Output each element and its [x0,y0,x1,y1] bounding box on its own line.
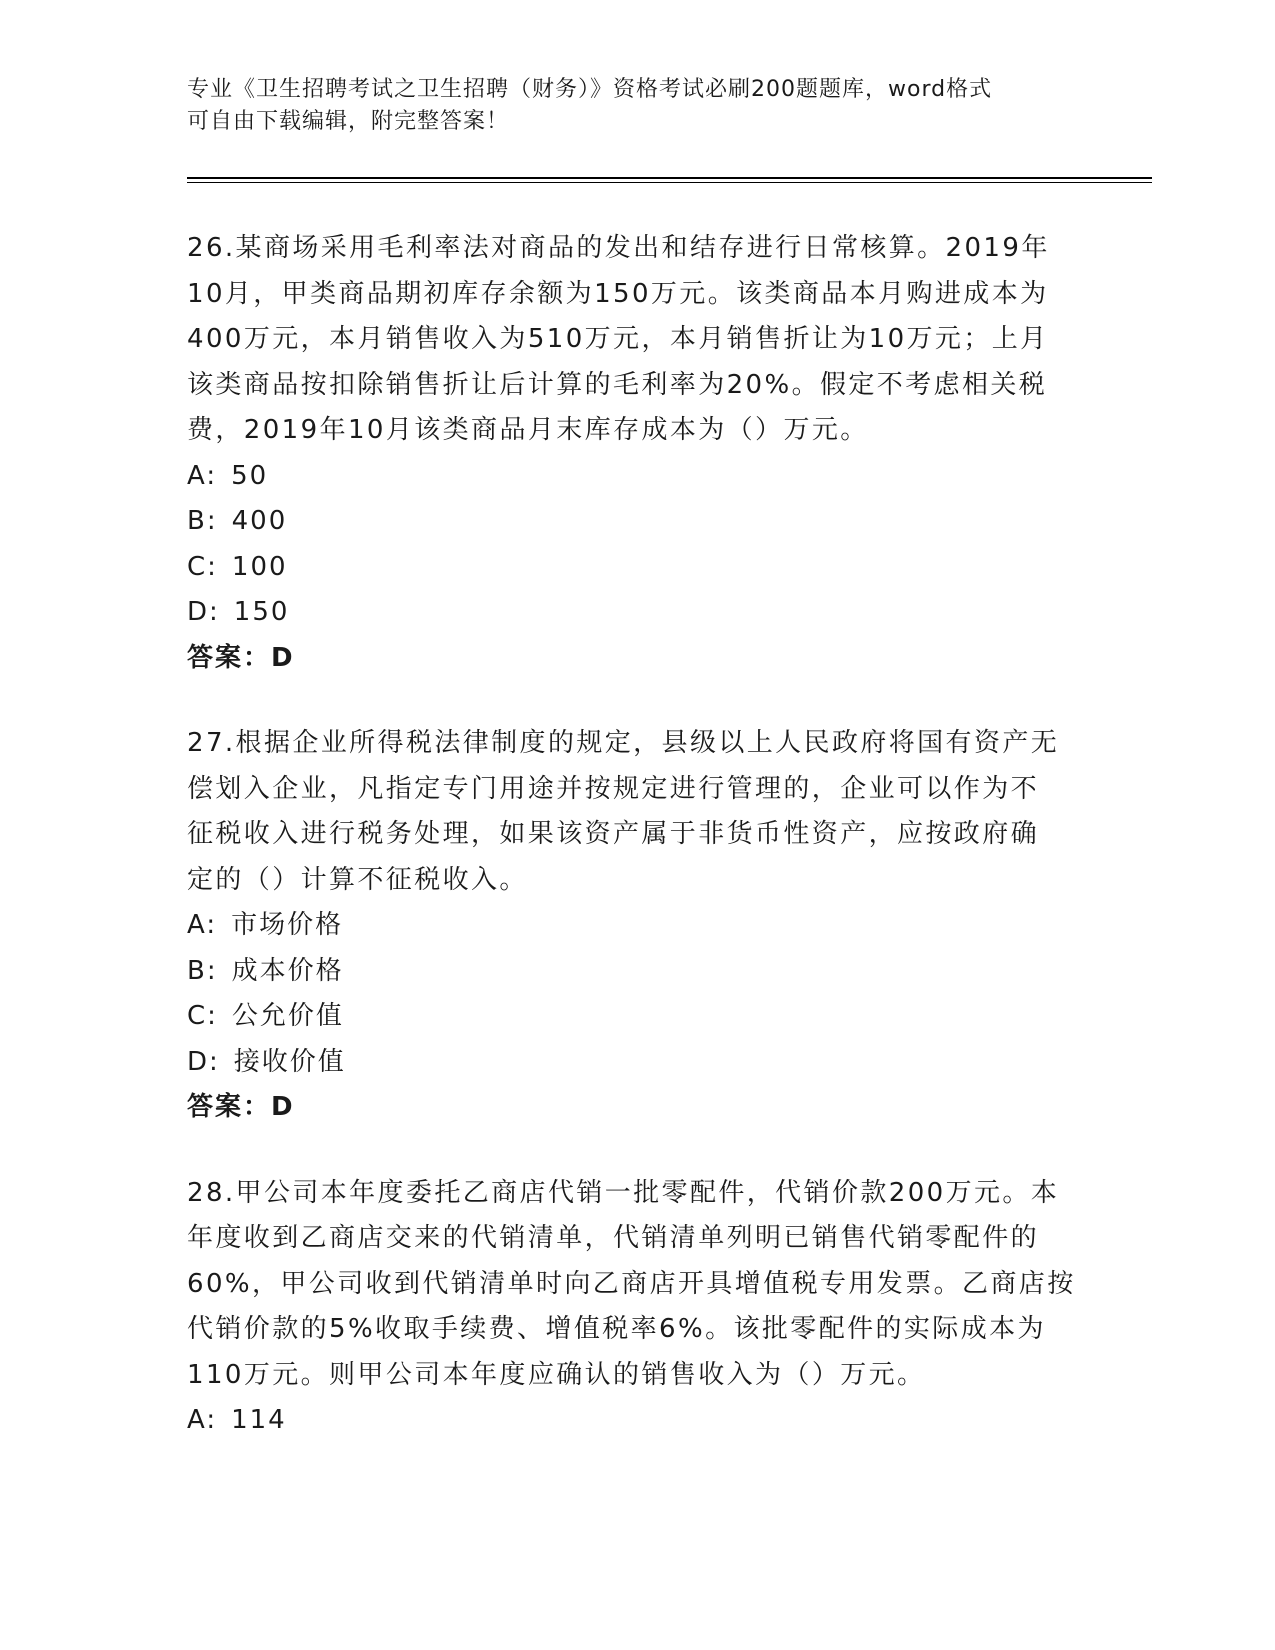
answer-label: 答案：D [187,642,295,673]
question-text-line: 400万元，本月销售收入为510万元，本月销售折让为10万元；上月 [187,324,1049,354]
option-text: 150 [233,597,290,627]
question-28 [187,1171,1087,1444]
option-key: D: [187,1046,220,1077]
option-text: 接收价值 [233,1046,346,1077]
header-divider-thin [187,182,1152,183]
question-text-line: 27.根据企业所得税法律制度的规定，县级以上人民政府将国有资产无 [187,728,1060,758]
question-text-line: 征税收入进行税务处理，如果该资产属于非货币性资产，应按政府确 [187,819,1040,849]
question-list [187,226,1087,1484]
header-divider-thick [187,177,1152,179]
question-text-line: 110万元。则甲公司本年度应确认的销售收入为（）万元。 [187,1359,926,1390]
question-text-line: 60%，甲公司收到代销清单时向乙商店开具增值税专用发票。乙商店按 [187,1268,1076,1299]
option-text: 市场价格 [231,910,344,940]
option-text: 114 [231,1405,287,1435]
option-key: B: [187,955,218,986]
option-key: A: [187,1405,218,1435]
option-a [187,454,1087,500]
option-a [187,903,1087,949]
question-26 [187,226,1087,681]
option-b [187,499,1087,545]
option-d [187,590,1087,636]
option-b [187,949,1087,995]
question-text-line: 10月，甲类商品期初库存余额为150万元。该类商品本月购进成本为 [187,278,1049,309]
question-text-line: 28.甲公司本年度委托乙商店代销一批零配件，代销价款200万元。本 [187,1177,1060,1208]
header-title-line-2: 可自由下载编辑，附完整答案！ [187,109,510,134]
option-key: C: [187,1001,218,1031]
option-c [187,545,1087,591]
answer-label: 答案：D [187,1092,295,1122]
option-key: C: [187,551,218,582]
question-text-line: 费，2019年10月该类商品月末库存成本为（）万元。 [187,415,869,445]
header-title-line-1: 专业《卫生招聘考试之卫生招聘（财务）》资格考试必刷200题题库，word格式 [187,77,993,102]
option-d [187,1040,1087,1086]
option-key: A: [187,460,218,491]
option-text: 公允价值 [231,1001,344,1031]
option-key: B: [187,506,218,536]
option-key: A: [187,910,218,940]
question-text-line: 定的（）计算不征税收入。 [187,864,528,895]
question-text-line: 偿划入企业，凡指定专门用途并按规定进行管理的，企业可以作为不 [187,773,1040,804]
option-text: 50 [231,460,269,491]
document-header [187,74,1067,138]
question-text-line: 代销价款的5%收取手续费、增值税率6%。该批零配件的实际成本为 [187,1314,1046,1344]
option-text: 100 [231,551,288,582]
option-c [187,994,1087,1040]
option-key: D: [187,597,220,627]
question-text-line: 该类商品按扣除销售折让后计算的毛利率为20%。假定不考虑相关税 [187,369,1048,400]
option-a [187,1398,1087,1444]
question-text-line: 26.某商场采用毛利率法对商品的发出和结存进行日常核算。2019年 [187,233,1050,263]
question-27 [187,721,1087,1131]
question-text-line: 年度收到乙商店交来的代销清单，代销清单列明已销售代销零配件的 [187,1223,1040,1253]
option-text: 成本价格 [231,955,344,986]
option-text: 400 [231,506,288,536]
